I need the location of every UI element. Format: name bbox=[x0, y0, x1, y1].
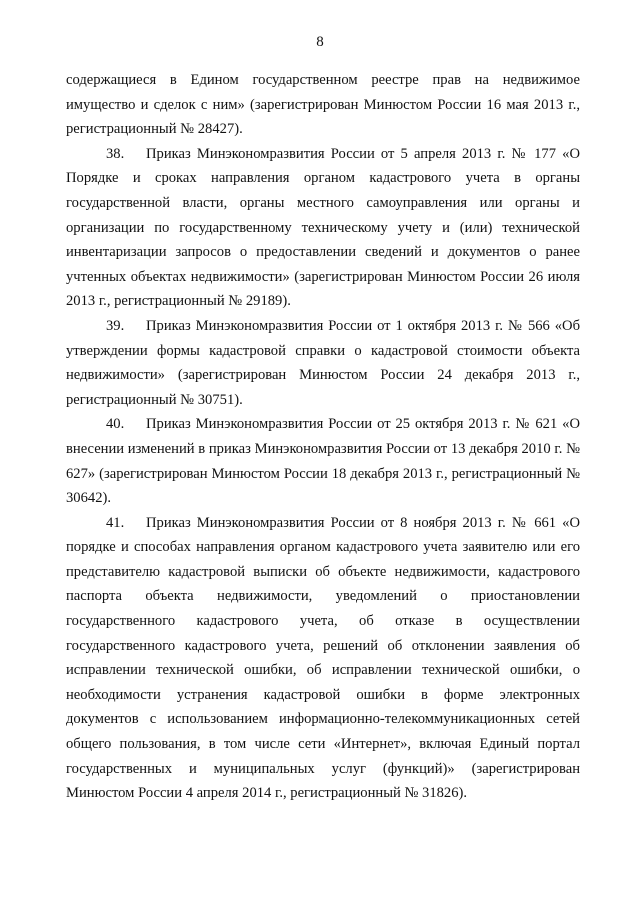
list-item-text: Приказ Минэкономразвития России от 8 ноября 2013 г. № 661 «О порядке и способах направления органом кадастрового учета заявителю или его представителю кадастровой выписки об объекте недвижимости, кадастрового паспорта объекта недвижимости, уведомлений о приостановлении государственного кадастрового учета, об отказе в осуществлении государственного кадастрового учета, решений об отклонении заявления об исправлении технической ошибки, об исправлении технической ошибки, о необходимости устранения кадастровой ошибки в форме электронных документов с использованием информационно-телекоммуникационных сетей общего пользования, в том числе сети «Интернет», включая Единый портал государственных и муниципальных услуг (функций)» (зарегистрирован Минюстом России 4 апреля 2014 г., регистрационный № 31826). bbox=[66, 514, 580, 802]
list-item-40 bbox=[66, 412, 580, 510]
list-item-text: Приказ Минэкономразвития России от 1 октября 2013 г. № 566 «Об утверждении формы кадастровой справки о кадастровой стоимости объекта недвижимости» (зарегистрирован Минюстом России 24 декабря 2013 г., регистрационный № 30751). bbox=[66, 317, 580, 408]
list-item-number: 40. bbox=[106, 416, 125, 433]
list-item-39 bbox=[66, 314, 580, 412]
list-item-text: Приказ Минэкономразвития России от 25 октября 2013 г. № 621 «О внесении изменений в приказ Минэкономразвития России от 13 декабря 2010 г. № 627» (зарегистрирован Минюстом России 18 декабря 2013 г., регистрационный № 30642). bbox=[66, 416, 580, 507]
list-item-number: 39. bbox=[106, 317, 125, 334]
list-item-text: Приказ Минэкономразвития России от 5 апреля 2013 г. № 177 «О Порядке и сроках направления органом кадастрового учета в органы государственной власти, органы местного самоуправления или органы и организации по государственному техническому учету и (или) технической инвентаризации запросов о предоставлении сведений и документов о ранее учтенных объектах недвижимости» (зарегистрирован Минюстом России 26 июля 2013 г., регистрационный № 29189). bbox=[66, 145, 580, 310]
list-item-41 bbox=[66, 511, 580, 806]
list-item-38 bbox=[66, 142, 580, 314]
list-item-number: 38. bbox=[106, 145, 125, 162]
document-body bbox=[66, 68, 580, 806]
list-item-number: 41. bbox=[106, 514, 125, 531]
page-number: 8 bbox=[316, 34, 324, 50]
paragraph-continuation: содержащиеся в Едином государственном реестре прав на недвижимое имущество и сделок с ним» (зарегистрирован Минюстом России 16 мая 2013 г., регистрационный № 28427). bbox=[66, 72, 580, 138]
